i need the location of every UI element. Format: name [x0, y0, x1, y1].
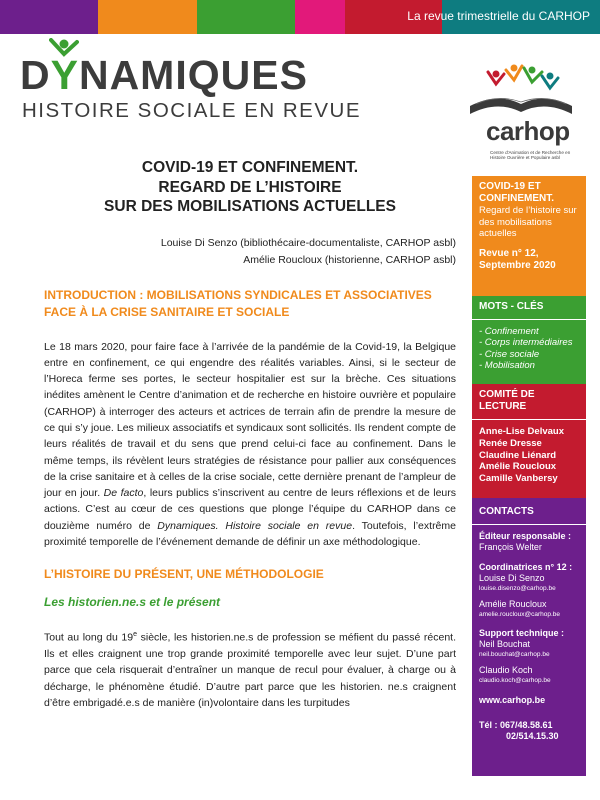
contacts-box [472, 498, 586, 776]
keyword-item: - Mobilisation [479, 359, 535, 371]
issue-subtitle: Regard de l’histoire sur des mobilisations actuelles [479, 205, 577, 239]
phone-1: Tél : 067/48.58.61 [479, 720, 553, 730]
dynamiques-logo [20, 52, 362, 124]
committee-member: Camille Vanbersy [479, 473, 558, 485]
keywords-heading: MOTS - CLÉS [479, 301, 544, 312]
header-tagline: La revue trimestrielle du CARHOP [407, 9, 590, 23]
strip-pink [295, 0, 345, 34]
intro-heading: INTRODUCTION : MOBILISATIONS SYNDICALES ET ASSOCIATIVES FACE À LA CRISE SANITAIRE ET SOCIALE [44, 287, 432, 319]
website-link[interactable]: www.carhop.be [479, 695, 546, 705]
support1-name: Neil Bouchat [479, 639, 531, 649]
strip-teal [407, 0, 600, 34]
support-label: Support technique : [479, 628, 564, 638]
keyword-item: - Corps intermédiaires [479, 337, 573, 349]
editor-label: Éditeur responsable : [479, 531, 572, 541]
committee-member: Anne-Lise Delvaux [479, 426, 564, 437]
committee-heading: COMITÉ DE LECTURE [479, 389, 535, 412]
issue-box [472, 176, 586, 296]
support2-name: Claudio Koch [479, 665, 533, 675]
strip-orange [98, 0, 197, 34]
article-title: COVID-19 ET CONFINEMENT. REGARD DE L’HISTOIRE SUR DES MOBILISATIONS ACTUELLES [104, 159, 396, 215]
committee-member: Claudine Liénard [479, 449, 557, 461]
coord-label: Coordinatrices n° 12 : [479, 562, 573, 572]
committee-member: Amélie Roucloux [479, 461, 557, 473]
intro-paragraph: Le 18 mars 2020, pour faire face à l’arrivée de la pandémie de la Covid-19, la Belgique entre en confinement, ce qui engendre des réalités variables. Ainsi, si le secteur de l’Horeca ferme ses portes, le secteur hospitalier est sur la brèche. Ces situations inédites amènent le Centre d’animation et de recherche en histoire ouvrière et populaire (CARHOP) à interroger des acteurs et actrices de terrain afin de prendre la mesure de ce qui s’y joue. Les milieux associatifs et syndicaux sont sollicités. Ils rendent compte de leurs réalités de travail et du sens que prend celui-ci face au confinement. Dans le même temps, ils révèlent leurs stratégies de résistance pour pallier aux conséquences de la crise sanitaire et à celles de la crise sociale, cette dernière prenant de l’ampleur de jour en jour. De facto, leurs publics s’inscrivent au centre de leurs réflexions et de leurs actions. C’est au cœur de ces questions que plonge l’équipe du CARHOP dans ce douzième numéro de Dynamiques. Histoire sociale en revue. Toutefois, l’extrême proximité temporelle de l’événement demande de définir un axe méthodologique. [44, 340, 457, 549]
committee-box [472, 384, 586, 498]
support2-email[interactable]: claudio.koch@carhop.be [479, 677, 551, 684]
dynamiques-logo-word: DY NAMIQUES [20, 52, 308, 99]
contacts-heading: CONTACTS [479, 506, 534, 517]
sidebar [472, 176, 586, 776]
committee-member: Renée Dresse [479, 437, 542, 449]
keywords-box [472, 296, 586, 384]
keyword-item: - Crise sociale [479, 348, 540, 360]
carhop-logo-word: carhop [486, 116, 570, 146]
body-paragraph: Tout au long du 19e siècle, les historien.ne.s de profession se méfient du passé récent. Ils et elles craignent une trop grande proximité temporelle avec leur sujet. D’une part parce que cela risquerait d’entraîner un manque de recul pour évaluer, à charge ou à décharge, le phénomène étudié. D’autre part parce que les historien. ne.s craignent d’être embrigadé.e.s de manière (in)volontaire dans les turpitudes [44, 631, 456, 710]
carhop-logo [462, 62, 580, 166]
coord1-name: Louise Di Senzo [479, 573, 545, 583]
figure-arms-icon [49, 38, 79, 68]
issue-number: Revue n° 12, Septembre 2020 [479, 247, 556, 271]
editor-name: François Welter [479, 542, 542, 552]
phone-2: 02/514.15.30 [506, 731, 559, 741]
strip-green [197, 0, 295, 34]
carhop-logo-subtitle: Centre d'Animation et de Recherche en Histoire Ouvrière et Populaire asbl [490, 150, 571, 161]
keyword-item: - Confinement [479, 326, 539, 337]
coord2-email[interactable]: amelie.roucloux@carhop.be [479, 611, 561, 618]
coord2-name: Amélie Roucloux [479, 599, 547, 609]
dynamiques-logo-subtitle: HISTOIRE SOCIALE EN REVUE [22, 99, 362, 122]
coord1-email[interactable]: louise.disenzo@carhop.be [479, 585, 556, 592]
article-column [44, 158, 456, 711]
support1-email[interactable]: neil.bouchat@carhop.be [479, 651, 550, 658]
article-authors: Louise Di Senzo (bibliothécaire-documentaliste, CARHOP asbl) Amélie Roucloux (historienne, CARHOP asbl) [160, 236, 456, 266]
carhop-book-figures-icon [462, 62, 580, 120]
section-heading: L’HISTOIRE DU PRÉSENT, UNE MÉTHODOLOGIE [44, 567, 324, 582]
dynamiques-logo-figure-letter: Y [51, 52, 79, 99]
issue-title: COVID-19 ET CONFINEMENT. [479, 181, 554, 204]
subsection-heading: Les historien.ne.s et le présent [44, 595, 221, 610]
strip-purple [0, 0, 98, 34]
header-color-strip [0, 0, 600, 34]
